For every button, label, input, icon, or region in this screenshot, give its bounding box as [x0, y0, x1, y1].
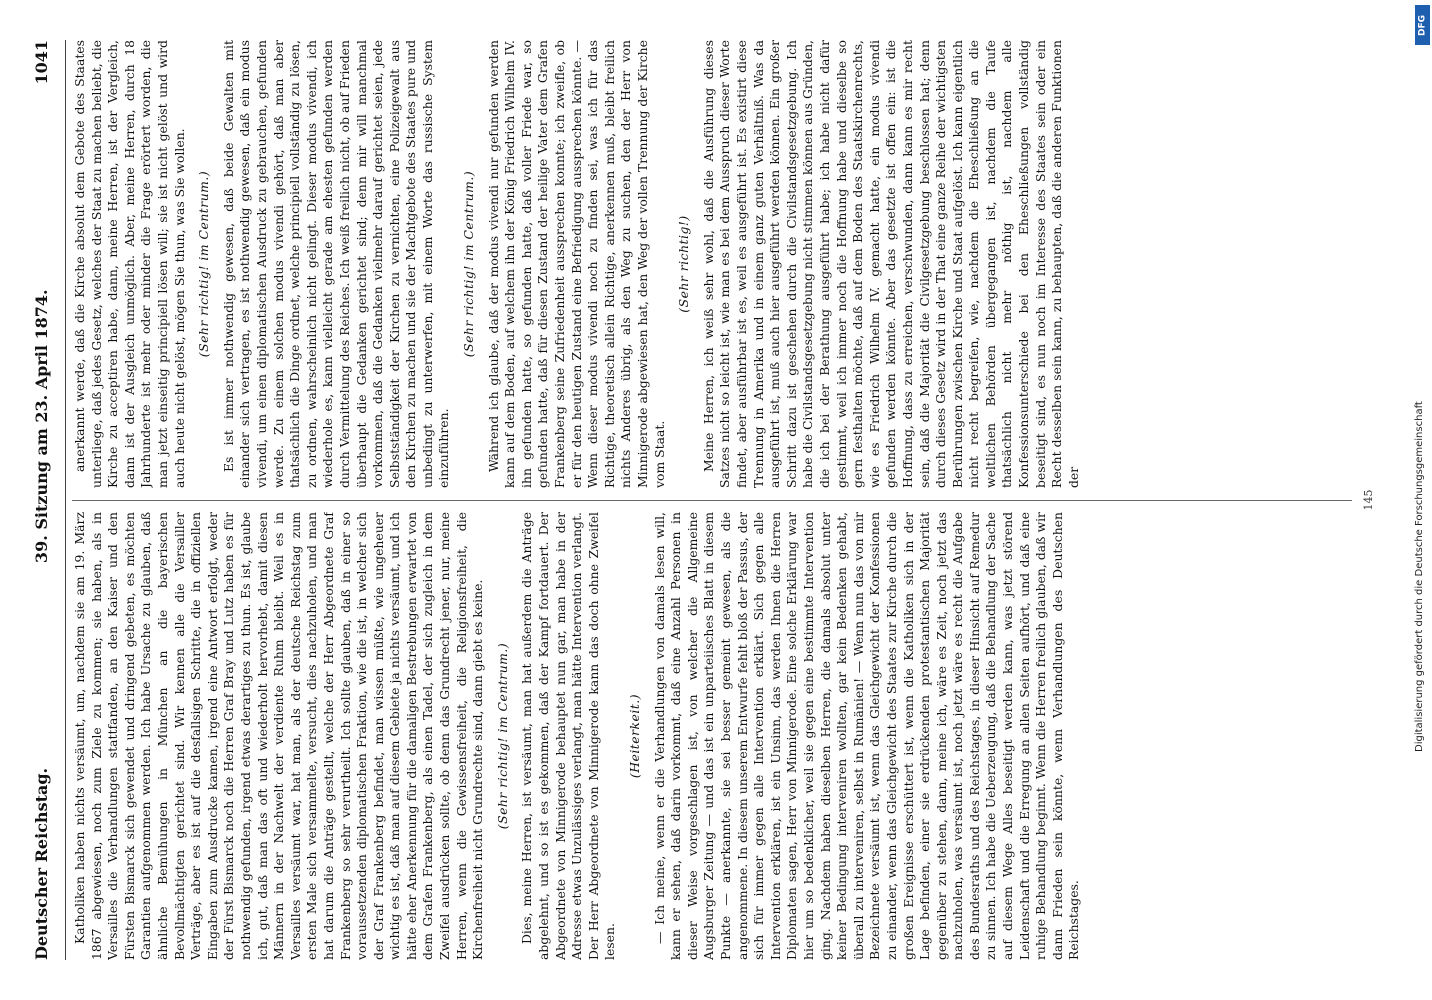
column-divider — [72, 500, 1352, 501]
left-column — [72, 512, 1352, 960]
paragraph: — Ich meine, wenn er die Verhandlungen von damals lesen will, kann er sehen, daß darin vorkommt, daß eine Anzahl Personen in dieser Weise vorgeschlagen ist, von welcher die Allgemeine Augsburger Zeitung — und das ist ein unparteiisches Blatt in diesem Punkte — anerkannte, sie sei besser gemeint gewesen, als die angenommene. In diesem unserem Entwurfe fehlt bloß der Passus, der sich für immer gegen alle Intervention erklärt. Sich gegen alle Intervention erklären, ist ein Unsinn, das werden Ihnen die Herren Diplomaten sagen, Herr von Minnigerode. Eine solche Erklärung war hier um so bedenklicher, weil sie gegen eine bestimmte Intervention ging. Nachdem haben dieselben Herren, die damals absolut unter keiner Bedingung interveniren wollten, gar kein Bedenken gehabt, überall zu interveniren, selbst in Rumänien! — Wenn nun das von mir Bezeichnete versäumt ist, wenn das Gleichgewicht der Konfessionen zu einander, wenn das Gleichgewicht des Staates zur Kirche durch die großen Ereignisse erschüttert ist, wenn die Katholiken sich in der Lage befinden, einer sie erdrückenden protestantischen Majorität gegenüber zu stehen, dann, meine ich, wäre es Zeit, noch jetzt das nachzuholen, was versäumt ist, noch jetzt wäre es recht die Aufgabe des Bundesraths und des Reichstages, in dieser Hinsicht auf Remedur zu sinnen. Ich habe die Ueberzeugung, daß die Behandlung der Sache auf diesem Wege Alles beseitigt werden kann, was jetzt störend Leidenschaft und die Erregung an allen Seiten aufhört, und daß eine ruhige Behandlung beginnt. Wenn die Herren freilich glauben, daß wir dann Frieden sein könnte, wenn Verhandlungen des Deutschen Reichstages. — [651, 512, 1082, 960]
remark: (Sehr richtig! im Centrum.) — [494, 642, 510, 830]
remark: (Heiterkeit.) — [627, 693, 642, 779]
paragraph: Dies, meine Herren, ist versäumt, man hat außerdem die Anträge abgelehnt, und so ist es gekommen, daß der Kampf fortdauert. Der Abgeordnete von Minnigerode behauptet nun gar, man habe in der Adresse etwas Unzulässiges verlangt, man hätte Intervention verlangt. Der Herr Abgeordnete von Minnigerode kann das doch ohne Zweifel lesen. — [519, 512, 618, 960]
remark: (Sehr richtig! im Centrum.) — [461, 170, 477, 358]
paragraph: Meine Herren, ich weiß sehr wohl, daß die Ausführung dieses Satzes nicht so leicht ist, wie man es bei dem Ausspruch dieser Worte findet, aber ausführbar ist es, weil es ausgeführt ist. Es existirt diese Trennung in Amerika und in einem ganz guten Verhältniß. Was da ausgeführt ist, muß auch hier ausgeführt werden können. Ein großer Schritt dazu ist geschehen durch die Civilstandsgesetzgebung. Ich habe die Civilstandsgesetzgebung nicht stimmen können aus Gründen, die ich bei der Berathung ausgeführt habe; ich habe nicht dafür gestimmt, weil ich immer noch die Hoffnung habe und dieselbe so gern festhalten möchte, daß auf dem Boden des Staatskirchenrechts, wie es Friedrich Wilhelm IV. gemacht hatte, ein modus vivendi gefunden werden könnte. Aber das gesetzte ist offen ein: ist die Hoffnung, dass zu erreichen, verschwunden, dann kann es mir recht sein, daß die Majorität die Civilgesetzgebung beschlossen hat; denn durch dieses Gesetz wird in der That eine ganze Reihe der wichtigsten Berührungen zwischen Kirche und Staat aufgelöst. Ich kann eigentlich nicht recht begreifen, wie, nachdem die Eheschließung an die weltlichen Behörden übergegangen ist, nachdem die Taufe thatsächlich nicht mehr nöthig ist, nachdem alle Konfessionsunterschiede bei den Eheschließungen vollständig beseitigt sind, es nun noch im Interesse des Staates sein oder ein Recht desselben sein kann, zu behaupten, daß die anderen Funktionen der — [700, 40, 1081, 488]
digitization-note: Digitalisierung gefördert durch die Deutsche Forschungsgemeinschaft — [1414, 401, 1425, 752]
remark: (Sehr richtig! im Centrum.) — [196, 170, 212, 358]
dfg-logo-icon: DFG — [1415, 5, 1430, 45]
remark: (Sehr richtig!) — [676, 215, 692, 313]
paragraph: Es ist immer nothwendig gewesen, daß beide Gewalten mit einander sich vertragen, es ist nothwendig gewesen, daß ein modus vivendi, um einen diplomatischen Ausdruck zu gebrauchen, gefunden werde. Zu einem solchen modus vivendi gehört, daß man aber thatsächlich die Dinge ordnet, welche principiell vollständig zu lösen, zu ordnen, wahrscheinlich nicht gelingt. Dieser modus vivendi, ich wiederhole es, kann vielleicht gerade am ehesten gefunden werden durch Vermittelung des Reiches. Ich weiß freilich nicht, ob auf Frieden überhaupt die Gedanken gerichtet sind; denn mir will manchmal vorkommen, daß die Gedanken vielmehr darauf gerichtet seien, jede Selbstständigkeit der Kirchen zu vernichten, eine Polizeigewalt aus den Kirchen zu machen und sie der Machtgebote des Staates pure und unbedingt zu unterwerfen, mit einem Worte das russische System einzuführen. — [220, 40, 452, 488]
header-session: 39. Sitzung am 23. April 1874. — [32, 289, 51, 564]
header-publication: Deutscher Reichstag. — [32, 767, 51, 960]
paragraph: Während ich glaube, daß der modus vivendi nur gefunden werden kann auf dem Boden, auf welchem ihn der König Friedrich Wilhelm IV. ihn gefunden hatte, so gefunden hatte, daß voller Friede war, so gefunden hatte, daß für diesen Zustand der heilige Vater dem Grafen Frankenberg seine Zufriedenheit aussprechen konnte; ich zweifle, ob er für den heutigen Zustand eine Befriedigung aussprechen könnte. — Wenn dieser modus vivendi noch zu finden sei, was ich für das Richtige, theoretisch allein Richtige, anerkennen muß, bleibt freilich nichts Anderes übrig, als den Weg zu suchen, den der Herr von Minnigerode abgewiesen hat, den Weg der vollen Trennung der Kirche vom Staat. — [485, 40, 667, 488]
digitization-sidebar — [1413, 0, 1432, 1000]
paragraph: Katholiken haben nichts versäumt, um, nachdem sie am 19. März 1867 abgewiesen, noch zum Ziele zu kommen; sie haben, als in Versailles die Verhandlungen stattfanden, an den Kaiser und den Fürsten Bismarck sich gewendet und dringend gebeten, es möchten Garantien aufgenommen werden. Ich habe Ursache zu glauben, daß ähnliche Bemühungen in München an die bayerischen Bevollmächtigten gerichtet sind. Wir kennen alle die Versailler Verträge, aber es ist auf die desfallsigen Schritte, die in offiziellen Eingaben zum Ausdrucke kamen, irgend eine Antwort erfolgt, weder der Fürst Bismarck noch die Herren Graf Bray und Lutz haben es für nothwendig gefunden, irgend etwas derartiges zu thun. Es ist, glaube ich, gut, daß man das oft und wiederholt hervorhebt, damit diesen Männern in der Nachwelt der verdiente Ruhm bleibt. Weil es in Versailles versäumt war, hat man, als der deutsche Reichstag zum ersten Male sich versammelte, versucht, dies nachzuholen, und man hat darum die Anträge gestellt, welche der Herr Abgeordnete Graf Frankenberg so sehr verurtheilt. Ich sollte glauben, daß in einer so voraussetzenden diplomatischen Fraktion, wie die ist, in welcher sich der Graf Frankenberg befindet, man wissen müßte, wie ungeheuer wichtig es ist, daß man auf diesem Gebiete ja nichts versäumt, und ich hätte eher Anerkennung für die damaligen Bestrebungen erwartet von dem Grafen Frankenberg, als einen Tadel, der sich zugleich in dem Zweifel ausdrücken sollte, ob denn das Grundrecht jener, nur, meine Herren, wenn die Gewissensfreiheit, die Religionsfreiheit, die Kirchenfreiheit nicht Grundrechte sind, dann giebt es keine. — [72, 512, 486, 960]
paragraph: anerkannt werde, daß die Kirche absolut dem Gebote des Staates unterliege, daß jedes Gesetz, welches der Staat zu machen beliebt, die Kirche zu acceptiren habe, dann, meine Herren, ist der Vergleich, dann ist der Ausgleich unmöglich. Aber, meine Herren, durch 18 Jahrhunderte ist mehr oder minder die Frage erörtert worden, die man jetzt einseitig principiell lösen will; sie ist nicht gelöst und wird auch heute nicht gelöst, mögen Sie thun, was Sie wollen. — [72, 40, 187, 488]
right-column — [72, 40, 1352, 488]
header-page-number: 1041 — [32, 40, 51, 85]
page-header — [32, 40, 66, 960]
footer-page-number: 145 — [1362, 489, 1375, 511]
